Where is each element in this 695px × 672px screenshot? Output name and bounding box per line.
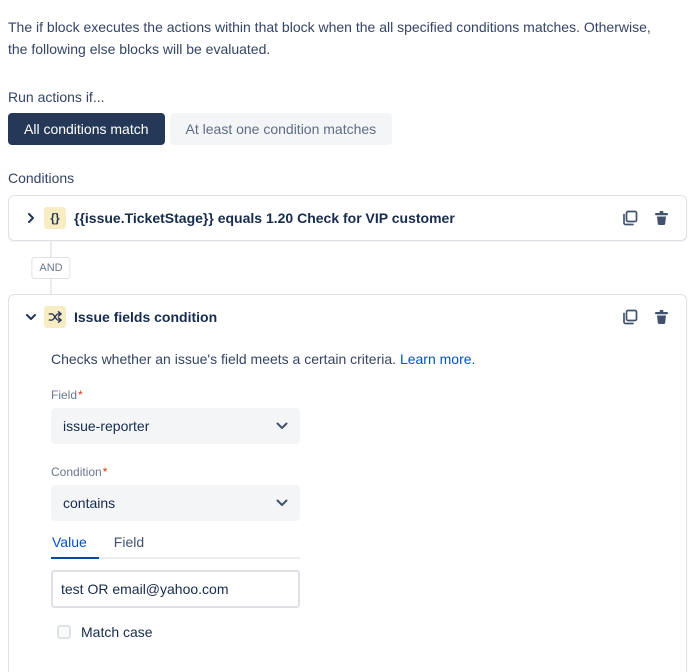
- chevron-down-icon: [276, 422, 288, 430]
- condition-card-issue-fields: [8, 294, 687, 672]
- field-label-text: Field: [51, 388, 78, 402]
- at-least-one-condition-button[interactable]: At least one condition matches: [170, 113, 393, 145]
- condition-description: [51, 351, 670, 367]
- issue-fields-condition-body: [51, 351, 670, 640]
- all-conditions-match-button[interactable]: All conditions match: [8, 113, 165, 145]
- required-asterisk: *: [78, 388, 83, 402]
- braces-glyph: {}: [50, 211, 60, 225]
- chevron-down-icon[interactable]: [23, 309, 39, 325]
- and-badge: AND: [31, 257, 70, 279]
- field-label: [51, 388, 670, 402]
- description-text: Checks whether an issue's field meets a certain criteria.: [51, 351, 397, 367]
- condition-connector: [8, 241, 687, 294]
- condition-label-text: Condition: [51, 465, 102, 479]
- copy-icon[interactable]: [621, 209, 639, 227]
- chevron-right-icon[interactable]: [23, 210, 39, 226]
- condition-header[interactable]: [9, 196, 686, 240]
- copy-icon[interactable]: [621, 308, 639, 326]
- tab-value[interactable]: Value: [51, 534, 99, 559]
- condition-actions: [621, 308, 670, 326]
- condition-label: [51, 465, 670, 479]
- condition-select-value: contains: [63, 495, 116, 511]
- match-mode-toggle: [8, 113, 687, 145]
- match-case-checkbox[interactable]: [57, 625, 71, 639]
- learn-more-link[interactable]: Learn more.: [399, 351, 476, 367]
- match-case-row: [57, 624, 670, 640]
- condition-title: {{issue.TicketStage}} equals 1.20 Check for VIP customer: [74, 210, 455, 226]
- match-case-label: Match case: [81, 624, 153, 640]
- field-select[interactable]: [51, 408, 300, 444]
- field-select-value: issue-reporter: [63, 418, 150, 434]
- shuffle-icon: [44, 306, 66, 328]
- run-actions-label: Run actions if...: [8, 89, 105, 105]
- trash-icon[interactable]: [652, 209, 670, 227]
- trash-icon[interactable]: [652, 308, 670, 326]
- condition-title: Issue fields condition: [74, 309, 218, 325]
- if-block-description: The if block executes the actions within that block when the all specified conditions matches. Otherwise, the following else blocks will be evaluated.: [8, 19, 651, 57]
- condition-header[interactable]: [9, 295, 686, 339]
- condition-select[interactable]: [51, 485, 300, 521]
- tab-field[interactable]: Field: [113, 534, 147, 559]
- chevron-down-icon: [276, 499, 288, 507]
- condition-card-jql: [8, 195, 687, 241]
- braces-icon: [44, 207, 66, 229]
- value-input[interactable]: [51, 570, 300, 608]
- condition-actions: [621, 209, 670, 227]
- conditions-label: Conditions: [8, 170, 75, 186]
- value-field-tabs: [51, 534, 300, 559]
- required-asterisk: *: [102, 465, 108, 479]
